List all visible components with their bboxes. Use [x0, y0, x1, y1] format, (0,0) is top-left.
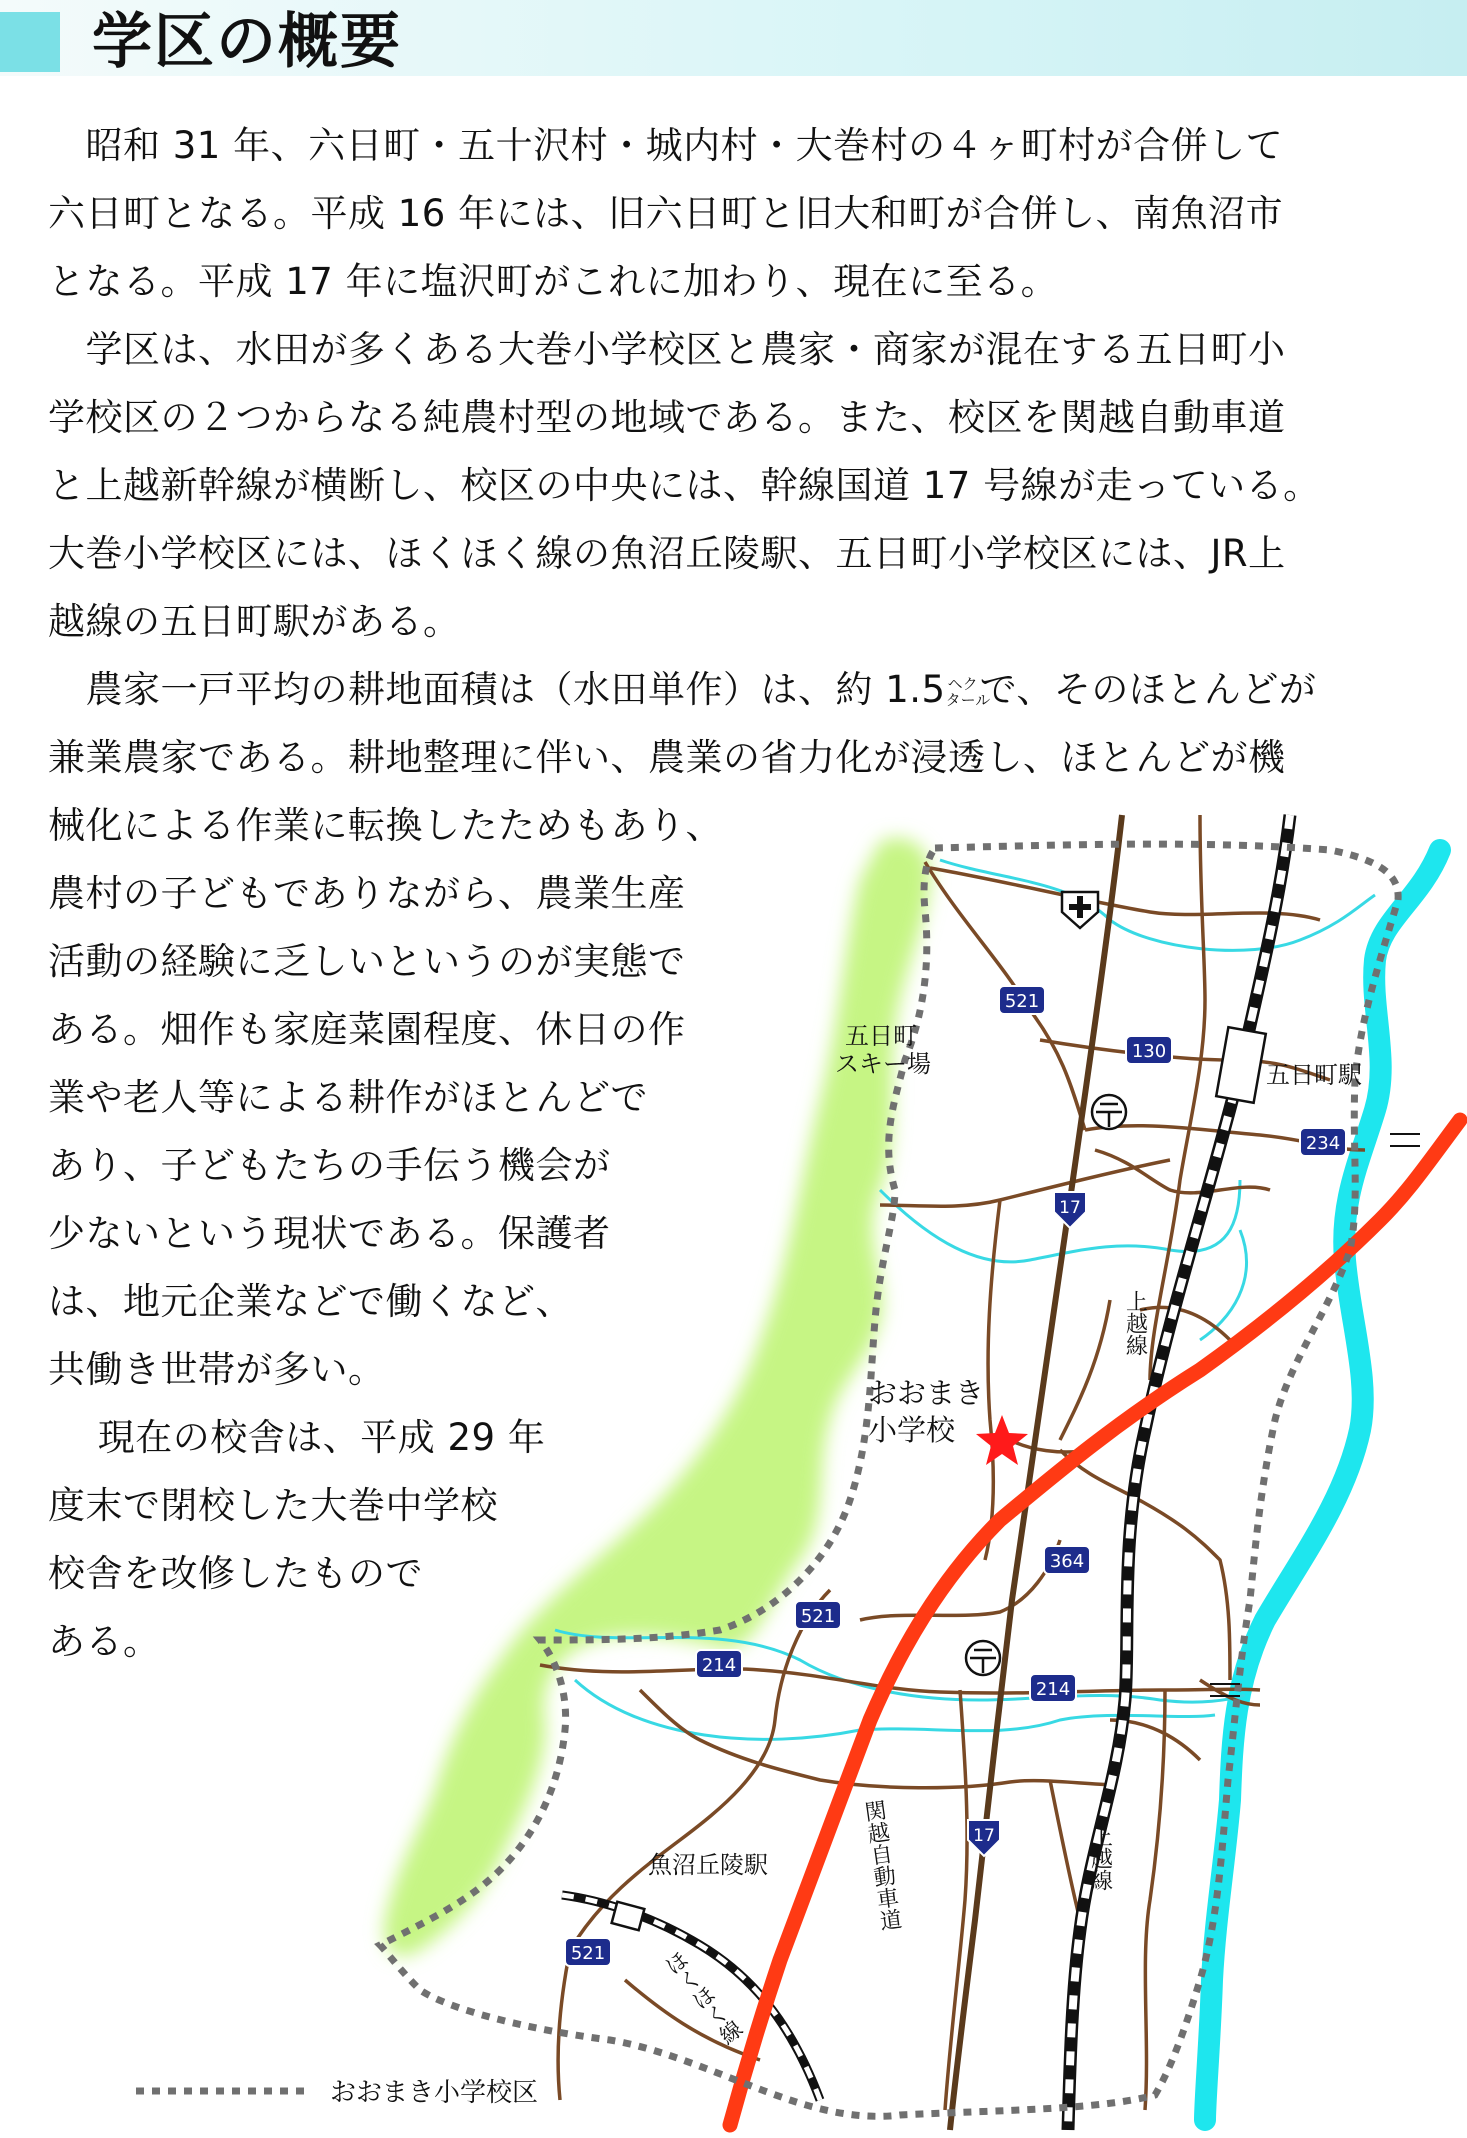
route-badge-214	[1030, 1674, 1076, 1702]
route-badge-234	[1300, 1128, 1346, 1156]
route-number: 521	[570, 1943, 606, 1964]
uonuma-station-icon	[612, 1902, 645, 1930]
paragraph-line: 度末で閉校した大巻中学校	[48, 1484, 498, 1527]
hokuhoku-line-label: ほくほく線	[658, 1947, 746, 2050]
joetsu-line-label-a: 上越線	[1122, 1290, 1148, 1356]
route-number: 17	[1059, 1198, 1081, 1218]
route-badge-521	[795, 1601, 841, 1629]
route-number: 364	[1049, 1551, 1085, 1572]
route-number: 214	[1035, 1679, 1071, 1700]
school-symbol-icon	[1092, 1095, 1126, 1129]
itsukamachi-station-icon	[1216, 1027, 1266, 1103]
route-badge-17	[968, 1820, 1000, 1856]
route-badge-521	[999, 986, 1045, 1014]
school-symbol-icon	[966, 1641, 1000, 1675]
paragraph-line: あり、子どもたちの手伝う機会が	[48, 1144, 611, 1187]
page-title: 学区の概要	[92, 7, 402, 77]
route-number: 130	[1131, 1041, 1167, 1062]
route-number: 17	[973, 1826, 995, 1846]
paragraph-line: 共働き世帯が多い。	[48, 1348, 386, 1391]
route-badge-214	[696, 1650, 742, 1678]
paragraph-line: 少ないという現状である。保護者	[48, 1212, 611, 1255]
ski-area-label-1: 五日町	[845, 1022, 917, 1050]
joetsu-line-label-b: 上越線	[1087, 1825, 1113, 1891]
unit-top: ヘク	[947, 674, 978, 693]
paragraph-line: 学校区の２つからなる純農村型の地域である。また、校区を関越自動車道	[48, 396, 1286, 439]
paragraph-line: 越線の五日町駅がある。	[48, 600, 461, 643]
line-before-unit: 農家一戸平均の耕地面積は（水田単作）は、約 1.5	[48, 668, 946, 711]
hospital-icon	[1062, 892, 1098, 928]
route-badge-17	[1054, 1192, 1086, 1228]
paragraph-line: 農村の子どもでありながら、農業生産	[48, 872, 686, 915]
route-number: 234	[1305, 1133, 1341, 1154]
paragraph-line: ある。	[48, 1620, 161, 1663]
paragraph-line: 活動の経験に乏しいというのが実態で	[48, 940, 686, 983]
paragraph-line: 学区は、水田が多くある大巻小学校区と農家・商家が混在する五日町小	[48, 328, 1286, 371]
line-after-unit: で、そのほとんどが	[979, 668, 1317, 711]
route-badge-364	[1044, 1546, 1090, 1574]
school-label-1: おおまき	[868, 1376, 985, 1410]
paragraph-line: は、地元企業などで働くなど、	[48, 1280, 573, 1323]
paragraph-line: ある。畑作も家庭菜園程度、休日の作	[48, 1008, 686, 1051]
paragraph-line: 兼業農家である。耕地整理に伴い、農業の省力化が浸透し、ほとんどが機	[48, 736, 1286, 779]
paragraph-line: 六日町となる。平成 16 年には、旧六日町と旧大和町が合併し、南魚沼市	[48, 192, 1284, 235]
paragraph-line: 現在の校舎は、平成 29 年	[48, 1416, 546, 1459]
uonuma-station-label: 魚沼丘陵駅	[648, 1851, 768, 1879]
route-badge-521	[565, 1938, 611, 1966]
itsukamachi-station-label: 五日町駅	[1266, 1061, 1362, 1089]
legend-boundary-label: おおまき小学校区	[330, 2078, 539, 2108]
kanetsu-expressway-label: 関越自動車道	[859, 1798, 903, 1933]
paragraph-line: となる。平成 17 年に塩沢町がこれに加わり、現在に至る。	[48, 260, 1059, 303]
unit-bottom: タール	[945, 690, 991, 709]
paragraph-line: 業や老人等による耕作がほとんどで	[48, 1076, 648, 1119]
paragraph-line: 大巻小学校区には、ほくほく線の魚沼丘陵駅、五日町小学校区には、JR上	[48, 532, 1286, 575]
route-badge-130	[1126, 1036, 1172, 1064]
route-number: 521	[800, 1606, 836, 1627]
route-number: 214	[701, 1655, 737, 1676]
roads	[540, 815, 1365, 2110]
school-label-2: 小学校	[868, 1413, 956, 1447]
paragraph-line: と上越新幹線が横断し、校区の中央には、幹線国道 17 号線が走っている。	[48, 464, 1321, 507]
joetsu-railway	[1068, 815, 1290, 2130]
paragraph-line: 校舎を改修したもので	[48, 1552, 423, 1595]
paragraph-line: 械化による作業に転換したためもあり、	[48, 804, 723, 847]
school-star-icon	[976, 1415, 1028, 1465]
route-number: 521	[1004, 991, 1040, 1012]
paragraph-line: 昭和 31 年、六日町・五十沢村・城内村・大巻村の４ヶ町村が合併して	[48, 124, 1284, 167]
ski-area-label-2: スキー場	[835, 1050, 931, 1078]
